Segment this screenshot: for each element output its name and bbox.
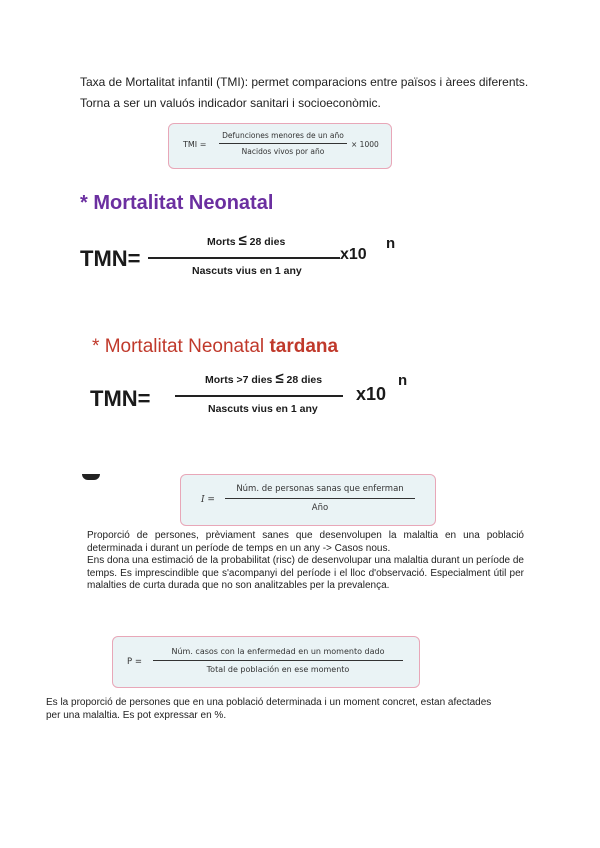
incidence-numerator: Núm. de personas sanas que enferman [236,484,404,494]
intro-line-2: Torna a ser un valuós indicador sanitari i socioeconòmic. [80,96,381,110]
tardana-exponent: n [398,372,408,389]
tmi-denominator: Nacidos vivos por año [241,147,325,156]
tmi-multiplier: × 1000 [351,140,379,149]
intro-line-1: Taxa de Mortalitat infantil (TMI): permet comparacions entre països i àrees diferents. [80,75,529,89]
neonatal-lhs: TMN= [80,246,141,271]
tardana-title: Mortalitat Neonatal [104,336,265,357]
le-symbol: ≤ [238,232,247,249]
tardana-denominator: Nascuts vius en 1 any [208,403,318,415]
tmi-lhs: TMI = [183,140,207,149]
tmi-formula-box [168,123,392,169]
neonatal-numerator-pre: Morts [207,236,236,248]
prevalence-description: Es la proporció de persones que en una població determinada i un moment concret, estan afectades per una malaltia. Es pot expressar en %. [46,697,492,721]
incidence-fraction [225,484,415,513]
incidence-lhs: I = [201,495,215,505]
neonatal-numerator [207,232,285,249]
prevalence-lhs: P = [127,657,142,667]
tmi-fraction-bar [219,143,347,144]
neonatal-exponent: n [386,235,396,252]
tardana-bullet: * [92,336,100,357]
tardana-numerator [205,370,322,387]
neonatal-tardana-heading [92,336,338,358]
neonatal-denominator: Nascuts vius en 1 any [192,265,302,277]
tardana-numerator-post: 28 dies [286,374,323,386]
tardana-multiplier: x10 [356,384,387,404]
neonatal-title: Mortalitat Neonatal [93,192,274,214]
neonatal-numerator-post: 28 dies [249,236,286,248]
prevalence-fraction [153,647,403,674]
prevalence-formula-box [112,636,420,688]
incidence-formula-box [180,474,436,526]
neonatal-multiplier: x10 [340,246,367,263]
tmi-fraction [219,131,347,156]
incidence-paragraph-2: Ens dona una estimació de la probabilitat (risc) de desenvolupar una malaltia durant un període de temps. Es imprescindible que s'acompanyi del període i el lloc d'observació. Especialment útil per malalties de curta durada que no son analitzables per la prevalença. [87,555,524,591]
neonatal-heading [80,192,273,215]
tardana-fraction-bar [175,395,343,397]
tmi-numerator: Defunciones menores de un año [222,131,344,140]
crop-artifact [82,474,100,480]
incidence-fraction-bar [225,498,415,499]
incidence-description [87,530,524,593]
prevalence-numerator: Núm. casos con la enfermedad en un momento dado [171,647,385,656]
neonatal-bullet: * [80,192,88,214]
incidence-denominator: Año [311,503,329,513]
neonatal-fraction-bar [148,257,340,259]
prevalence-fraction-bar [153,660,403,661]
tardana-le-symbol: ≤ [275,370,284,387]
incidence-paragraph-1: Proporció de persones, prèviament sanes que desenvolupen la malaltia en una població determinada i durant un període de temps en un any -> Casos nous. [87,530,524,554]
prevalence-denominator: Total de población en ese momento [206,665,350,674]
tardana-numerator-pre: Morts >7 dies [205,374,273,386]
tardana-title-bold: tardana [269,336,339,357]
tardana-lhs: TMN= [90,386,151,411]
